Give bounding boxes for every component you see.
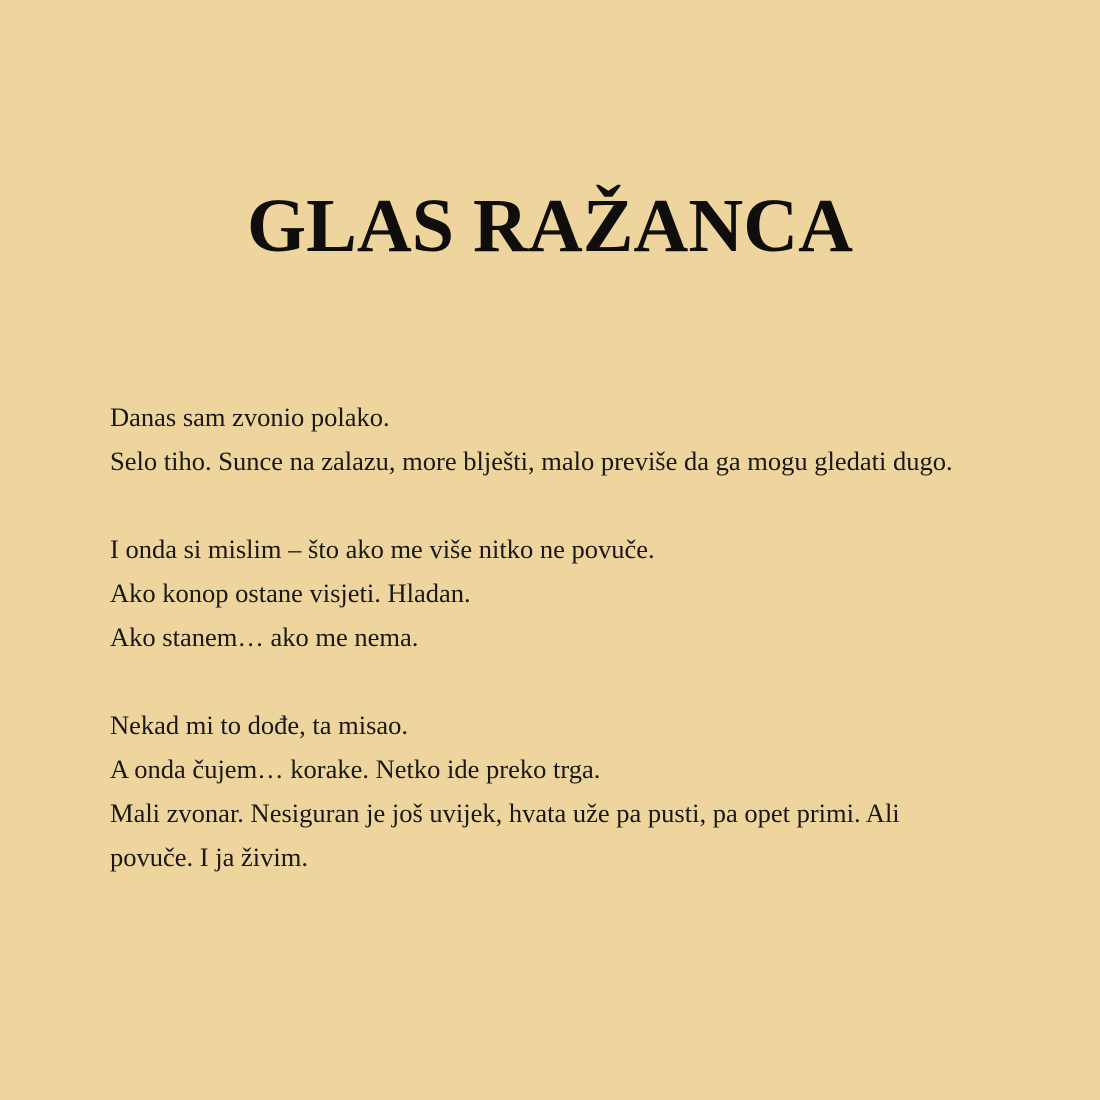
text-line: Danas sam zvonio polako.: [110, 402, 390, 432]
text-line: Nekad mi to dođe, ta misao.: [110, 710, 409, 740]
stanza-3: [110, 703, 980, 879]
text-line: Ako konop ostane visjeti. Hladan.: [110, 578, 471, 608]
stanza-1: [110, 395, 980, 483]
stanza-2: [110, 527, 980, 659]
text-line: I onda si mislim – što ako me više nitko ne povuče.: [110, 534, 655, 564]
text-line: Selo tiho. Sunce na zalazu, more blješti, malo previše da ga mogu gledati dugo.: [110, 446, 953, 476]
text-body: [110, 395, 980, 879]
text-line: Mali zvonar. Nesiguran je još uvijek, hvata uže pa pusti, pa opet primi. Ali povuče. I ja živim.: [110, 798, 900, 872]
text-line: A onda čujem… korake. Netko ide preko trga.: [110, 754, 601, 784]
page-title: GLAS RAŽANCA: [247, 184, 853, 268]
text-line: Ako stanem… ako me nema.: [110, 622, 419, 652]
